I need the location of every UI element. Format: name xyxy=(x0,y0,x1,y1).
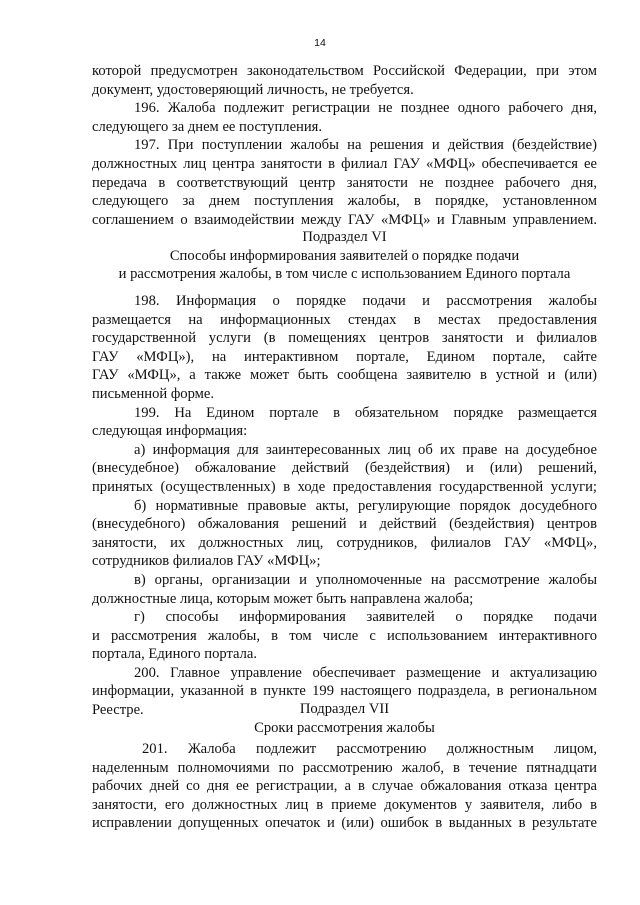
paragraphs-198-200 xyxy=(92,292,597,720)
section-title: и рассмотрения жалобы, в том числе с использованием Единого портала xyxy=(118,266,571,283)
text-line: б) нормативные правовые акты, регулирующие порядок досудебного xyxy=(134,497,597,514)
text-line: (внесудебное) обжалование действий (бездействия) и (или) решений, xyxy=(92,460,597,477)
section-title: Способы информирования заявителей о порядке подачи xyxy=(169,247,520,264)
text-line: государственной услуги (в помещениях центров занятости и филиалов xyxy=(92,330,597,347)
text-line: документ, удостоверяющий личность, не требуется. xyxy=(92,81,414,98)
text-line: наделенным полномочиями по рассмотрению жалоб, в течение пятнадцати xyxy=(92,759,597,776)
text-line: в) органы, организации и уполномоченные на рассмотрение жалобы xyxy=(134,571,597,588)
section-label: Подраздел VI xyxy=(302,229,387,245)
text-line: соглашением о взаимодействии между ГАУ «МФЦ» и Главным управлением. xyxy=(92,211,597,228)
text-line: письменной форме. xyxy=(92,385,215,402)
paragraphs-195-197 xyxy=(92,62,597,229)
text-line: исправлении допущенных опечаток и (или) ошибок в выданных в результате xyxy=(92,815,597,832)
section-6-heading xyxy=(92,228,597,284)
text-line: 196. Жалоба подлежит регистрации не позднее одного рабочего дня, xyxy=(134,100,597,117)
text-line: занятости, его должностных лиц в приеме документов у заявителя, либо в xyxy=(92,796,597,813)
text-line: Реестре. xyxy=(92,702,144,719)
text-line: передача в соответствующий центр занятости не позднее рабочего дня, xyxy=(92,174,597,191)
text-line: занятости, их должностных лиц, сотрудников, филиалов ГАУ «МФЦ», xyxy=(92,534,597,551)
text-line: должностных лиц центра занятости в филиал ГАУ «МФЦ» обеспечивается ее xyxy=(92,155,597,172)
text-line: должностные лица, которым может быть направлена жалоба; xyxy=(92,590,474,607)
text-line: 198. Информация о порядке подачи и рассмотрения жалобы xyxy=(134,293,597,309)
text-line: которой предусмотрен законодательством Российской Федерации, при этом xyxy=(92,63,597,79)
text-line: рабочих дней со дня ее регистрации, а в случае обжалования отказа центра xyxy=(92,778,597,795)
page-number: 14 xyxy=(314,37,326,49)
text-line: следующего за днем ее поступления. xyxy=(92,118,323,135)
text-line: 199. На Едином портале в обязательном порядке размещается xyxy=(134,404,597,421)
section-title: Сроки рассмотрения жалобы xyxy=(254,719,435,736)
text-line: 200. Главное управление обеспечивает размещение и актуализацию xyxy=(134,664,597,681)
text-line: 201. Жалоба подлежит рассмотрению должностным лицом, xyxy=(142,741,597,757)
text-line: ГАУ «МФЦ»), на интерактивном портале, Едином портале, сайте xyxy=(92,348,597,365)
text-line: размещается на информационных стендах в местах предоставления xyxy=(92,311,597,328)
paragraph-201 xyxy=(92,740,597,833)
text-line: следующая информация: xyxy=(92,423,248,440)
text-line: следующего за днем поступления жалобы, в порядке, установленном xyxy=(92,193,597,210)
text-line: (внесудебного) обжалования решений и действий (бездействия) центров xyxy=(92,516,597,533)
text-line: портала, Единого портала. xyxy=(92,646,258,663)
section-7-heading xyxy=(92,700,597,737)
text-line: сотрудников филиалов ГАУ «МФЦ»; xyxy=(92,553,321,570)
text-line: г) способы информирования заявителей о порядке подачи xyxy=(134,609,597,626)
text-line: и рассмотрения жалобы, в том числе с использованием интерактивного xyxy=(92,627,597,644)
text-line: информации, указанной в пункте 199 настоящего подраздела, в региональном xyxy=(92,683,597,700)
text-line: а) информация для заинтересованных лиц об их праве на досудебное xyxy=(134,441,597,458)
text-line: ГАУ «МФЦ», а также может быть сообщена заявителю в устной и (или) xyxy=(92,367,597,384)
text-line: 197. При поступлении жалобы на решения и действия (бездействие) xyxy=(134,137,597,154)
section-label: Подраздел VII xyxy=(299,701,390,717)
text-line: принятых (осуществленных) в ходе предоставления государственной услуги; xyxy=(92,478,597,495)
